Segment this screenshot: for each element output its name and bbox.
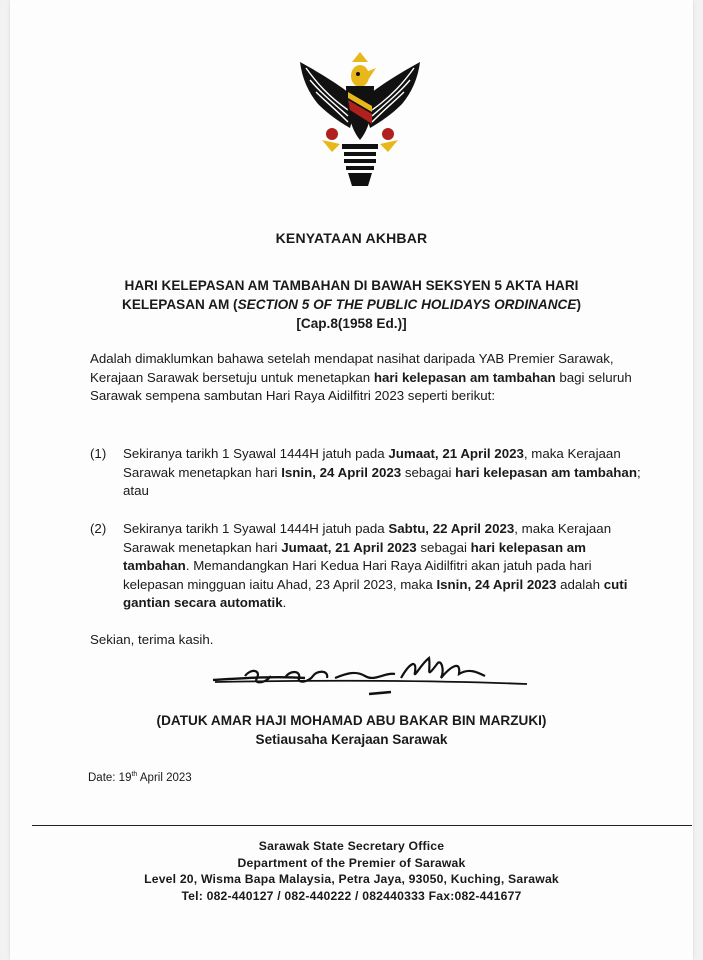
- footer-address: Level 20, Wisma Bapa Malaysia, Petra Jaya, 93050, Kuching, Sarawak: [144, 872, 559, 886]
- document-date: Date: 19th April 2023: [88, 771, 192, 784]
- intro-paragraph: Adalah dimaklumkan bahawa setelah mendapat nasihat daripada YAB Premier Sarawak, Kerajaan Sarawak bersetuju untuk menetapkan hari kelepasan am tambahan bagi seluruh Sarawak sempena sambutan Hari Raya Aidilfitri 2023 seperti berikut:: [90, 351, 632, 403]
- heading-line-3: [Cap.8(1958 Ed.)]: [296, 316, 407, 331]
- document-heading: [10, 276, 693, 333]
- list-item-number: (1): [90, 446, 107, 461]
- signatory-position: Setiausaha Kerajaan Sarawak: [255, 732, 448, 747]
- footer-address-block: [10, 838, 693, 904]
- sarawak-coat-of-arms-icon: [292, 48, 428, 194]
- list-item-text: Sekiranya tarikh 1 Syawal 1444H jatuh pada Jumaat, 21 April 2023, maka Kerajaan Sarawak menetapkan hari Isnin, 24 April 2023 sebagai hari kelepasan am tambahan; atau: [123, 446, 641, 498]
- press-release-title: KENYATAAN AKHBAR: [275, 230, 428, 246]
- press-release-page: [10, 0, 693, 960]
- heading-line-1: HARI KELEPASAN AM TAMBAHAN DI BAWAH SEKSYEN 5 AKTA HARI: [124, 278, 579, 293]
- signatory-block: [10, 711, 693, 749]
- signatory-name: (DATUK AMAR HAJI MOHAMAD ABU BAKAR BIN MARZUKI): [156, 713, 547, 728]
- footer-divider: [32, 825, 692, 826]
- handwritten-signature-icon: [205, 656, 535, 702]
- list-item-number: (2): [90, 521, 107, 536]
- closing-text: Sekian, terima kasih.: [90, 632, 214, 647]
- list-item-text: Sekiranya tarikh 1 Syawal 1444H jatuh pada Sabtu, 22 April 2023, maka Kerajaan Sarawak menetapkan hari Jumaat, 21 April 2023 sebagai hari kelepasan am tambahan. Memandangkan Hari Kedua Hari Raya Aidilfitri akan jatuh pada hari kelepasan mingguan iaitu Ahad, 23 April 2023, maka Isnin, 24 April 2023 adalah cuti gantian secara automatik.: [123, 521, 628, 610]
- footer-contact: Tel: 082-440127 / 082-440222 / 082440333 Fax:082-441677: [181, 888, 522, 903]
- footer-department: Department of the Premier of Sarawak: [237, 855, 466, 870]
- heading-line-2: KELEPASAN AM (SECTION 5 OF THE PUBLIC HOLIDAYS ORDINANCE): [122, 297, 581, 312]
- footer-office: Sarawak State Secretary Office: [258, 839, 445, 853]
